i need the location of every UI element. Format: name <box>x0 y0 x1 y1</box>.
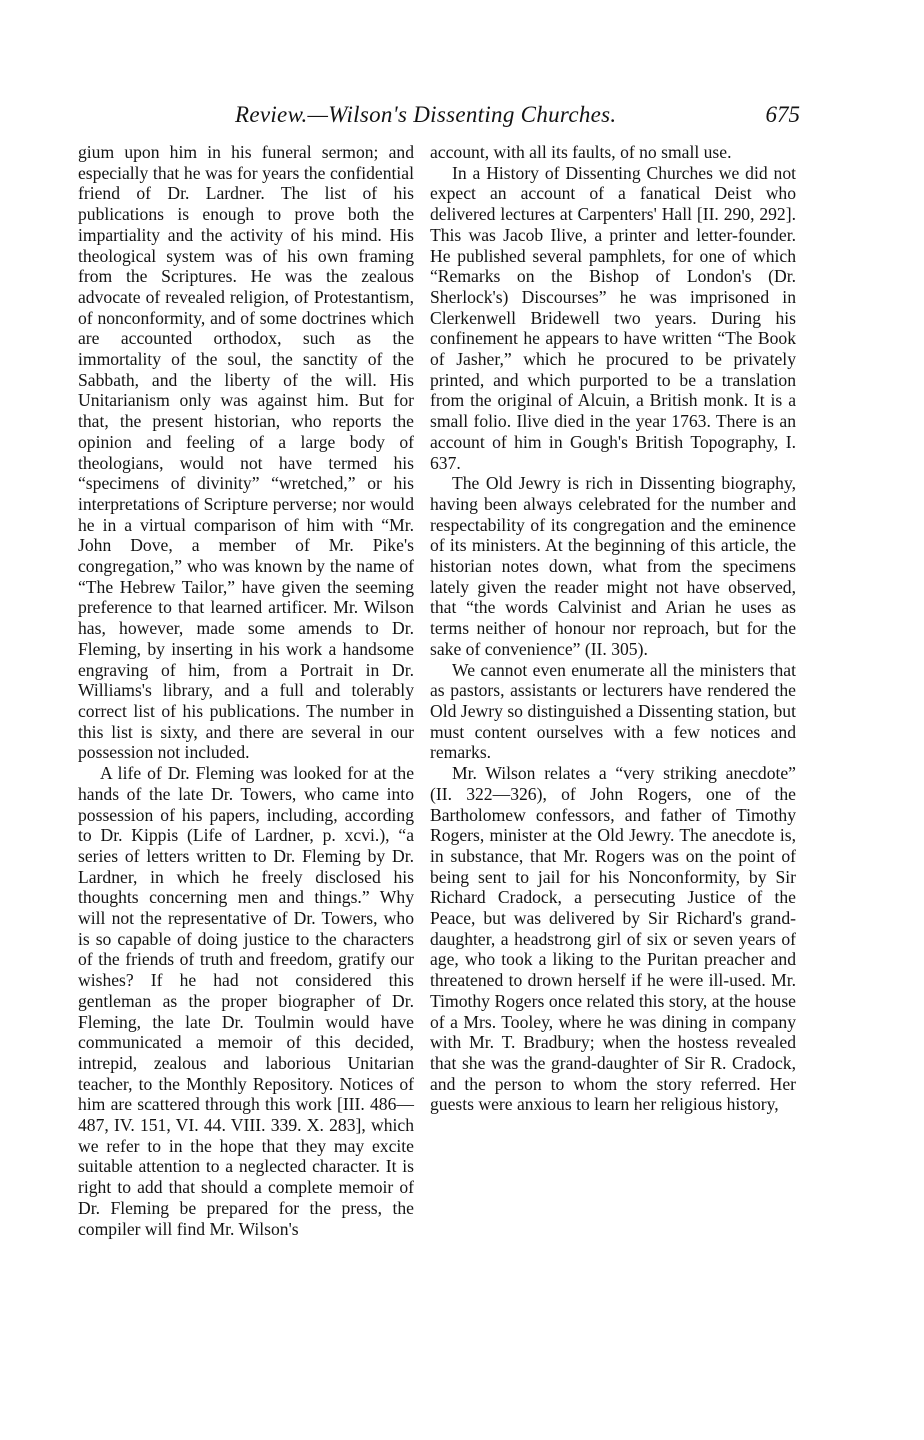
paragraph: gium upon him in his funeral sermon; and especially that he was for years the confidential friend of Dr. Lardner. The list of his publications is enough to prove both the impartiality and the activity of his mind. His theological system was of his own framing from the Scriptures. He was the zealous advocate of revealed religion, of Protestantism, of nonconformity, and of some doctrines which are accounted orthodox, such as the immortality of the soul, the sanctity of the Sabbath, and the liberty of the will. His Unitarianism only was against him. But for that, the present historian, who reports the opinion and feeling of a large body of theologians, would not have termed his “specimens of divinity” “wretched,” or his interpretations of Scripture perverse; nor would he in a virtual comparison of him with “Mr. John Dove, a member of Mr. Pike's congregation,” who was known by the name of “The Hebrew Tailor,” have given the seeming preference to that learned artificer. Mr. Wilson has, however, made some amends to Dr. Fleming, by inserting in his work a handsome engraving of him, from a Portrait in Dr. Williams's library, and a full and tolerably correct list of his publications. The number in this list is sixty, and there are several in our possession not included. <box>78 142 414 763</box>
paragraph: A life of Dr. Fleming was looked for at the hands of the late Dr. Towers, who came into possession of his papers, including, according to Dr. Kippis (Life of Lardner, p. xcvi.), “a series of letters written to Dr. Fleming by Dr. Lardner, in which he freely disclosed his thoughts concerning men and things.” Why will not the representative of Dr. Towers, who is so capable of doing justice to the characters of the friends of truth and freedom, gratify our wishes? If he had not considered this gentleman as the proper biographer of Dr. Fleming, the late Dr. Toulmin would have communicated a memoir of this decided, intrepid, zealous and laborious Unitarian teacher, to the Monthly Repository. Notices of him are scattered through this work [III. 486—487, IV. 151, VI. 44. VIII. 339. X. 283], which we refer to in the hope that they may excite suitable attention to a neglected character. It is right to add that should a complete memoir of Dr. Fleming be prepared for the press, the compiler will find Mr. Wilson's <box>78 763 414 1239</box>
left-column <box>78 142 414 1239</box>
right-column <box>430 142 796 1115</box>
paragraph: We cannot even enumerate all the ministers that as pastors, assistants or lecturers have rendered the Old Jewry so distinguished a Dissenting station, but must content ourselves with a few notices and remarks. <box>430 659 796 763</box>
paragraph: In a History of Dissenting Churches we did not expect an account of a fanatical Deist who delivered lectures at Carpenters' Hall [II. 290, 292]. This was Jacob Ilive, a printer and letter-founder. He published several pamphlets, for one of which “Remarks on the Bishop of London's (Dr. Sherlock's) Discourses” he was imprisoned in Clerkenwell Bridewell two years. During his confinement he appears to have written “The Book of Jasher,” which he procured to be privately printed, and which purported to be a translation from the original of Alcuin, a British monk. It is a small folio. Ilive died in the year 1763. There is an account of him in Gough's British Topography, I. 637. <box>430 162 796 473</box>
page-number: 675 <box>765 102 800 127</box>
paragraph: The Old Jewry is rich in Dissenting biography, having been always celebrated for the number and respectability of its congregation and the eminence of its ministers. At the beginning of this article, the historian notes down, what from the specimens lately given the reader might not have observed, that “the words Calvinist and Arian he uses as terms neither of honour nor reproach, but for the sake of convenience” (II. 305). <box>430 473 796 659</box>
paragraph: Mr. Wilson relates a “very striking anecdote” (II. 322—326), of John Rogers, one of the Bartholomew confessors, and father of Timothy Rogers, minister at the Old Jewry. The anecdote is, in substance, that Mr. Rogers was on the point of being sent to jail for his Nonconformity, by Sir Richard Cradock, a persecuting Justice of the Peace, but was delivered by Sir Richard's grand-daughter, a headstrong girl of six or seven years of age, who took a liking to the Puritan preacher and threatened to drown herself if he were ill-used. Mr. Timothy Rogers once related this story, at the house of a Mrs. Tooley, where he was dining in company with Mr. T. Bradbury; when the hostess revealed that she was the grand-daughter of Sir R. Cradock, and the person to whom the story referred. Her guests were anxious to learn her religious history, <box>430 763 796 1115</box>
paragraph: account, with all its faults, of no small use. <box>430 142 732 162</box>
running-title: Review.—Wilson's Dissenting Churches. <box>235 102 617 127</box>
running-header <box>60 102 800 136</box>
